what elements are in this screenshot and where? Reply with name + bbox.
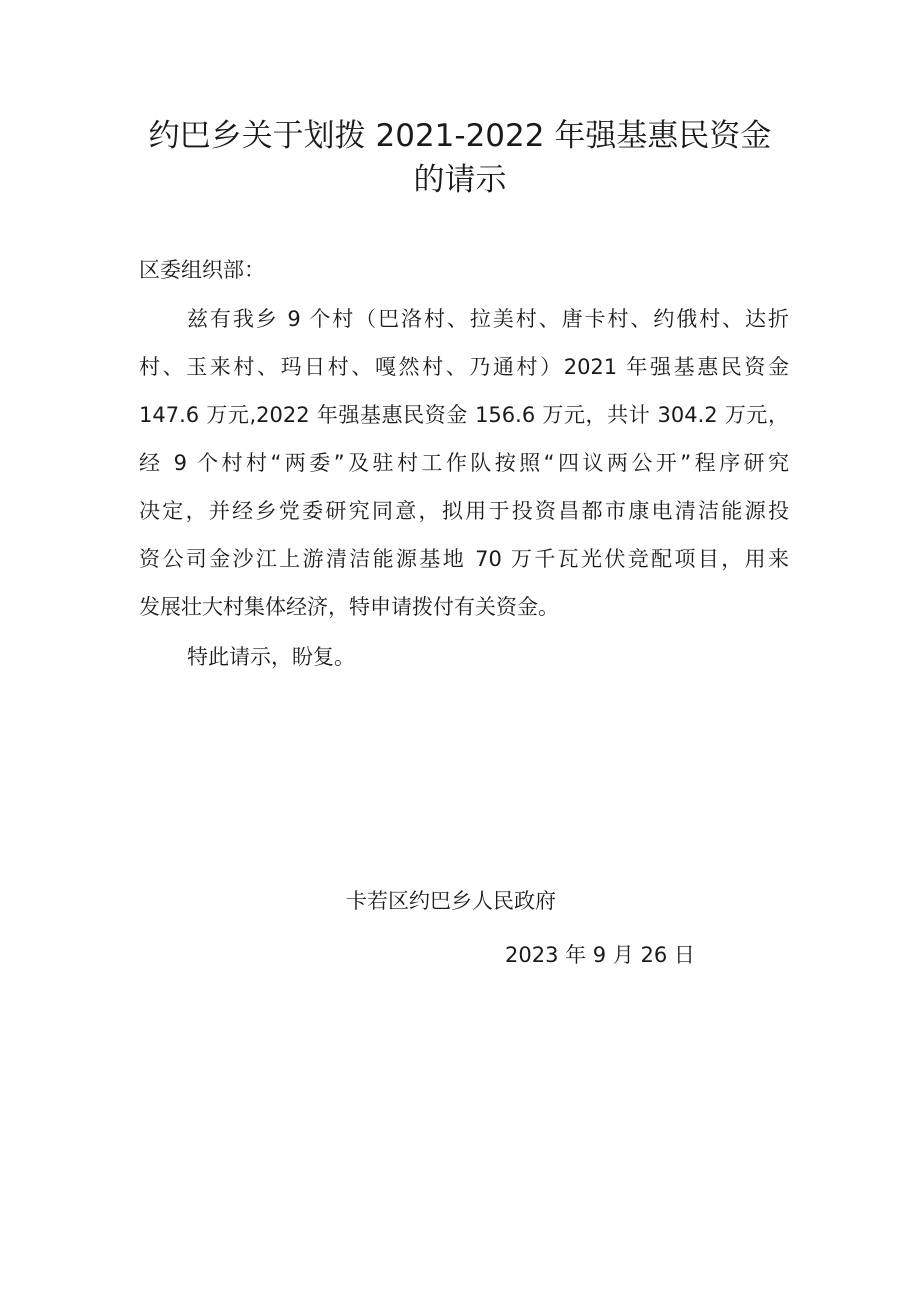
body-line: 兹有我乡 9 个村（巴洛村、拉美村、唐卡村、约俄村、达折 — [187, 307, 789, 331]
document-title-line-1: 约巴乡关于划拨 2021-2022 年强基惠民资金 — [148, 118, 772, 154]
salutation: 区委组织部： — [139, 258, 265, 282]
body-line: 147.6 万元,2022 年强基惠民资金 156.6 万元，共计 304.2 万元， — [139, 403, 789, 427]
signature-date: 2023 年 9 月 26 日 — [505, 943, 695, 967]
body-line: 经 9 个村村“两委”及驻村工作队按照“四议两公开”程序研究 — [139, 451, 789, 475]
body-line: 村、玉来村、玛日村、嘎然村、乃通村）2021 年强基惠民资金 — [139, 355, 789, 379]
signature-organization: 卡若区约巴乡人民政府 — [346, 889, 556, 913]
body-line: 决定，并经乡党委研究同意，拟用于投资昌都市康电清洁能源投 — [139, 499, 789, 523]
closing-text: 特此请示，盼复。 — [187, 645, 355, 669]
body-line: 资公司金沙江上游清洁能源基地 70 万千瓦光伏竞配项目，用来 — [139, 547, 789, 571]
document-title-line-2: 的请示 — [413, 162, 507, 198]
body-line: 发展壮大村集体经济，特申请拨付有关资金。 — [139, 595, 559, 619]
